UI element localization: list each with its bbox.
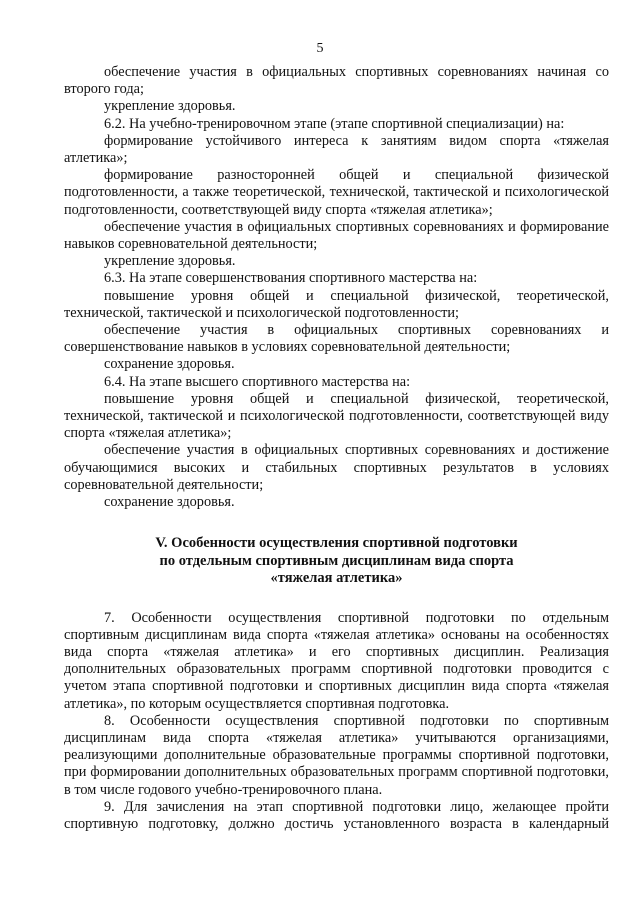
paragraph: укрепление здоровья. (104, 253, 236, 270)
document-body (64, 64, 609, 833)
paragraph: 7. Особенности осуществления спортивной подготовки по отдельным спортивным дисциплинам вида спорта «тяжелая атлетика» основаны на особенностях вида спорта «тяжелая атлетика» и его спортивных дисциплин. Реализация дополнительных образовательных программ спортивной подготовки проводится с учетом этапа спортивной подготовки и спортивных дисциплин вида спорта «тяжелая атлетика», по которым осуществляется спортивная подготовка. (64, 609, 609, 712)
paragraph: укрепление здоровья. (104, 98, 236, 115)
section-heading (64, 535, 609, 587)
paragraph: повышение уровня общей и специальной физической, теоретической, технической, тактической и психологической подготовленности, соответствующей виду спорта «тяжелая атлетика»; (64, 390, 609, 442)
paragraph: сохранение здоровья. (104, 356, 235, 373)
paragraph: формирование разносторонней общей и специальной физической подготовленности, а также теоретической, технической, тактической и психологической подготовленности, соответствующей виду спорта «тяжелая атлетика»; (64, 167, 609, 218)
paragraph: обеспечение участия в официальных спортивных соревнованиях начиная со второго года; (64, 64, 609, 98)
paragraph: сохранение здоровья. (104, 494, 235, 511)
subsection-heading: 6.4. На этапе высшего спортивного мастерства на: (104, 373, 411, 390)
paragraph: формирование устойчивого интереса к занятиям видом спорта «тяжелая атлетика»; (64, 132, 609, 167)
paragraph: 9. Для зачисления на этап спортивной подготовки лицо, желающее пройти спортивную подготовку, должно достичь установленного возраста в календарный (64, 798, 609, 832)
paragraph: повышение уровня общей и специальной физической, теоретической, технической, тактической и психологической подготовленности; (64, 287, 609, 321)
section-heading-line: «тяжелая атлетика» (270, 570, 403, 587)
paragraph: обеспечение участия в официальных спортивных соревнованиях и формирование навыков соревновательной деятельности; (64, 218, 609, 253)
paragraph: обеспечение участия в официальных спортивных соревнованиях и совершенствование навыков в условиях соревновательной деятельности; (64, 322, 609, 356)
paragraph: 8. Особенности осуществления спортивной подготовки по спортивным дисциплинам вида спорта «тяжелая атлетика» учитываются организациями, реализующими дополнительные образовательные программы спортивной подготовки, при формировании дополнительных образовательных программ спортивной подготовки, в том числе годового учебно-тренировочного плана. (64, 712, 609, 798)
page-number: 5 (316, 41, 324, 56)
subsection-heading: 6.3. На этапе совершенствования спортивного мастерства на: (104, 270, 478, 287)
section-heading-line: V. Особенности осуществления спортивной подготовки (155, 535, 518, 552)
subsection-heading: 6.2. На учебно-тренировочном этапе (этапе спортивной специализации) на: (104, 115, 565, 132)
paragraph: обеспечение участия в официальных спортивных соревнованиях и достижение обучающимися высоких и стабильных спортивных результатов в условиях соревновательной деятельности; (64, 442, 609, 493)
section-heading-line: по отдельным спортивным дисциплинам вида спорта (159, 552, 514, 569)
